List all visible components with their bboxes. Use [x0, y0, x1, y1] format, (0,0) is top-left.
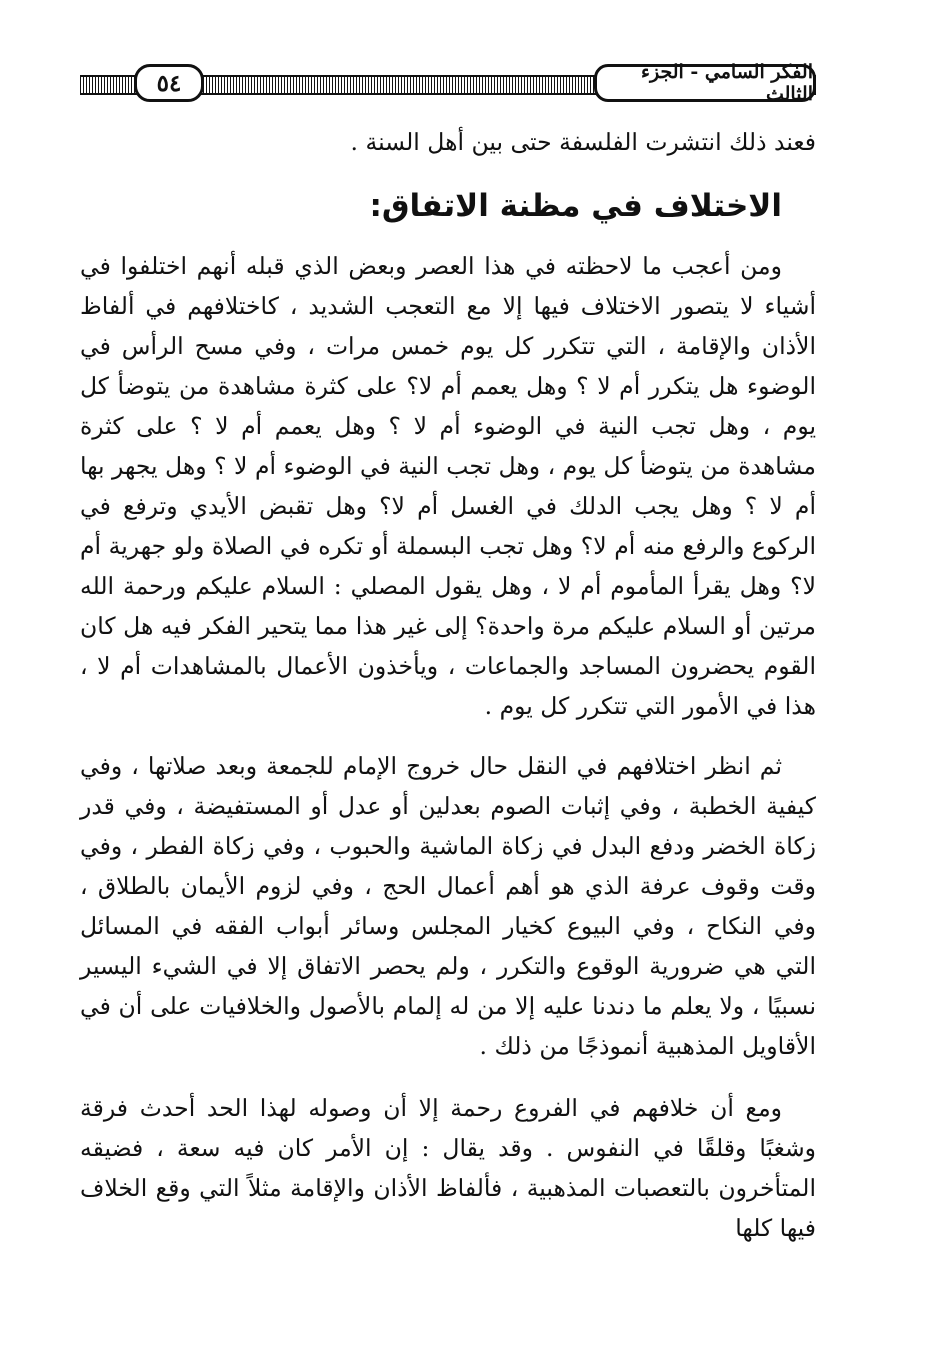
paragraph-1: ومن أعجب ما لاحظته في هذا العصر وبعض الذي قبله أنهم اختلفوا في أشياء لا يتصور الاختلاف فيها إلا مع التعجب الشديد ، كاختلافهم في ألفاظ الأذان والإقامة ، التي تتكرر كل يوم خمس مرات ، وفي مسح الرأس في الوضوء هل يتكرر أم لا ؟ وهل يعمم أم لا؟ على كثرة مشاهدة من يتوضأ كل يوم ، وهل تجب النية في الوضوء أم لا ؟ وهل يعمم أم لا ؟ على كثرة مشاهدة من يتوضأ كل يوم ، وهل تجب النية في الوضوء أم لا ؟ وهل يجهر بها أم لا ؟ وهل يجب الدلك في الغسل أم لا؟ وهل تقبض الأيدي وترفع في الركوع والرفع منه أم لا؟ وهل تجب البسملة أو تكره في الصلاة ولو جهرية أم لا؟ وهل يقرأ المأموم أم لا ، وهل يقول المصلي : السلام عليكم ورحمة الله مرتين أو السلام عليكم مرة واحدة؟ إلى غير هذا مما يتحير الفكر فيه هل كان القوم يحضرون المساجد والجماعات ، ويأخذون الأعمال بالمشاهدات أم لا ، هذا في الأمور التي تتكرر كل يوم . — [80, 252, 816, 720]
section-heading: الاختلاف في مظنة الاتفاق: — [369, 188, 782, 224]
paragraph-3: ومع أن خلافهم في الفروع رحمة إلا أن وصوله لهذا الحد أحدث فرقة وشغبًا وقلقًا في النفوس . وقد يقال : إن الأمر كان فيه سعة ، فضيقه المتأخرون بالتعصبات المذهبية ، فألفاظ الأذان والإقامة مثلاً التي وقع الخلاف فيها كلها — [80, 1094, 816, 1242]
intro-line: فعند ذلك انتشرت الفلسفة حتى بين أهل السنة . — [350, 128, 816, 156]
page-body — [80, 122, 816, 1248]
running-title: الفكر السامي - الجزء الثالث — [594, 64, 816, 102]
page-header — [80, 61, 816, 106]
page-number: ٥٤ — [134, 64, 204, 102]
paragraph-2: ثم انظر اختلافهم في النقل حال خروج الإمام للجمعة وبعد صلاتها ، وفي كيفية الخطبة ، وفي إثبات الصوم بعدلين أو عدل أو المستفيضة ، وفي قدر زكاة الخضر ودفع البدل في زكاة الماشية والحبوب ، وفي زكاة الفطر ، وفي وقت وقوف عرفة الذي هو أهم أعمال الحج ، وفي لزوم الأيمان بالطلاق ، وفي النكاح ، وفي البيوع كخيار المجلس وسائر أبواب الفقه في المسائل التي هي ضرورية الوقوع والتكرر ، ولم يحصر الاتفاق إلا في الشيء اليسير نسبيًا ، ولا يعلم ما دندنا عليه إلا من له إلمام بالأصول والخلافيات على أن في الأقاويل المذهبية أنموذجًا من ذلك . — [80, 752, 816, 1060]
